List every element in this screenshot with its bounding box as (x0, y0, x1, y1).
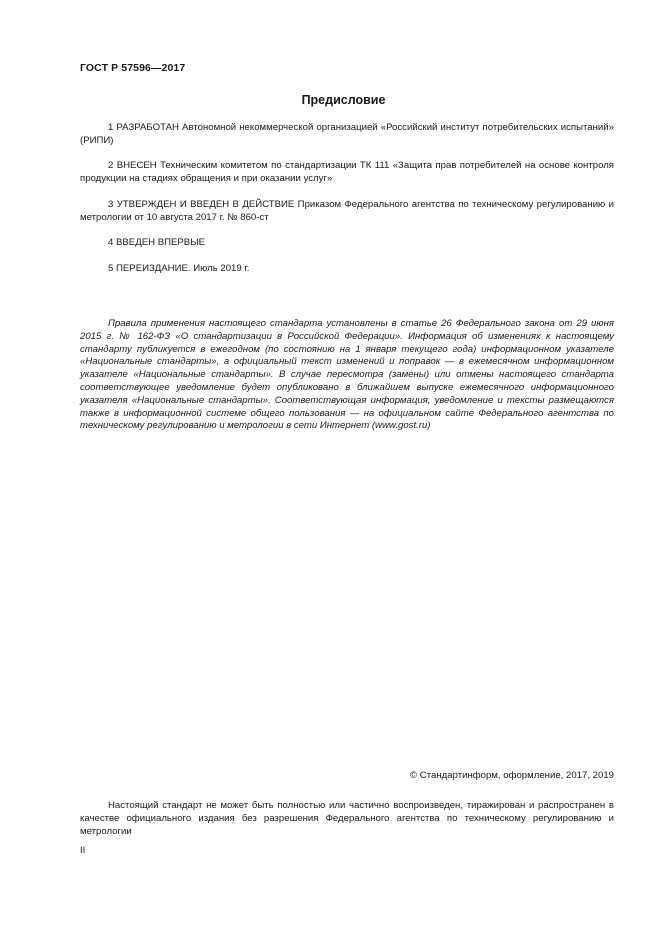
foreword-paragraphs (80, 122, 614, 276)
reproduction-notice: Настоящий стандарт не может быть полностью или частично воспроизведен, тиражирован и распространен в качестве официального издания без разрешения Федерального агентства по техническому регулированию и метрологии (80, 800, 614, 837)
application-rules-notice: Правила применения настоящего стандарта установлены в статье 26 Федерального закона от 29 июня 2015 г. № 162-ФЗ «О стандартизации в Российской Федерации». Информация об изменениях к настоящему стандарту публикуется в ежегодном (по состоянию на 1 января текущего года) информационном указателе «Национальные стандарты», а официальный текст изменений и поправок — в ежемесячном информационном указателе «Национальные стандарты». В случае пересмотра (замены) или отмены настоящего стандарта соответствующее уведомление будет опубликовано в ближайшем выпуске ежемесячного информационного указателя «Национальные стандарты». Соответствующая информация, уведомление и тексты размещаются также в информационной системе общего пользования — на официальном сайте Федерального агентства по техническому регулированию и метрологии в сети Интернет (www.gost.ru) (80, 318, 614, 432)
paragraph-first-introduced: 4 ВВЕДЕН ВПЕРВЫЕ (108, 237, 206, 249)
paragraph-submitted-by: 2 ВНЕСЕН Техническим комитетом по стандартизации ТК 111 «Защита прав потребителей на основе контроля продукции на стадиях обращения и при оказании услуг» (80, 160, 614, 185)
copyright-line: © Стандартинформ, оформление, 2017, 2019 (410, 770, 614, 781)
document-code: ГОСТ Р 57596—2017 (80, 62, 186, 74)
page-number: II (80, 845, 86, 856)
paragraph-reissue: 5 ПЕРЕИЗДАНИЕ. Июль 2019 г. (108, 262, 250, 274)
paragraph-developed-by: 1 РАЗРАБОТАН Автономной некоммерческой организацией «Российский институт потребительских испытаний» (РИПИ) (80, 122, 614, 146)
paragraph-approved: 3 УТВЕРЖДЕН И ВВЕДЕН В ДЕЙСТВИЕ Приказом Федерального агентства по техническому регулированию и метрологии от 10 августа 2017 г. № 860-ст (80, 198, 614, 223)
section-title: Предисловие (301, 93, 386, 107)
